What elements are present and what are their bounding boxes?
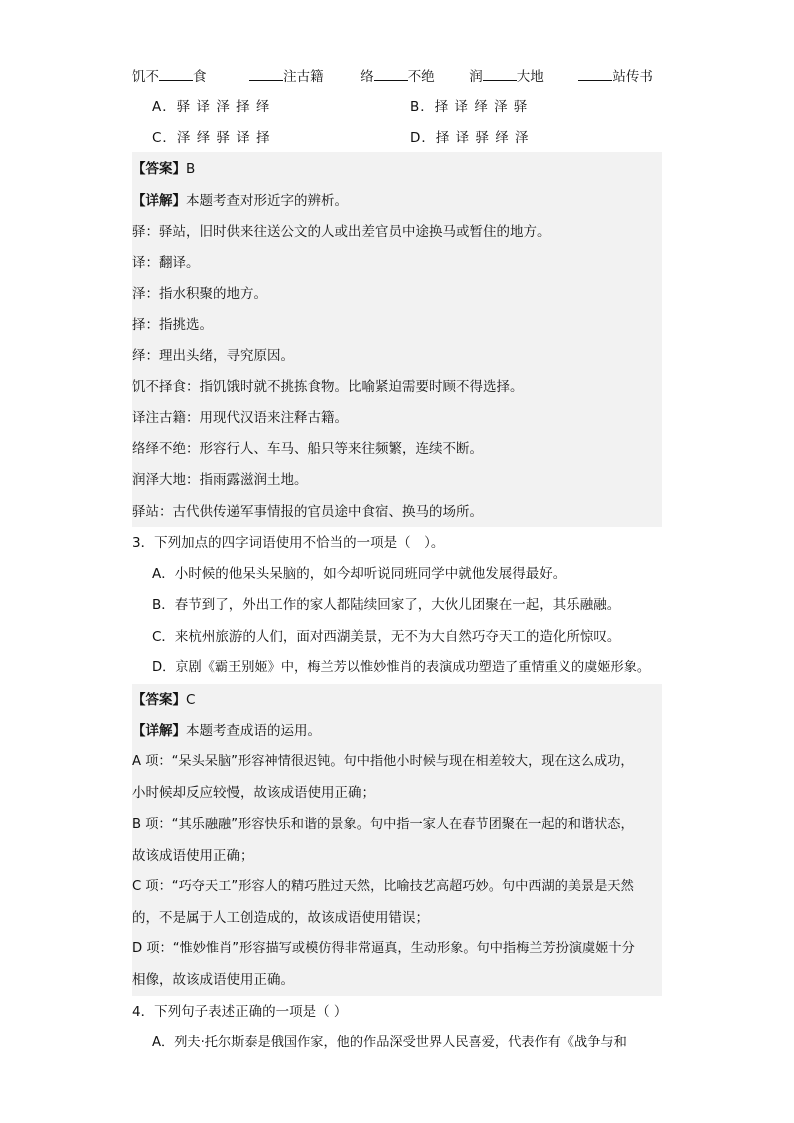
- q3-detail-line: 故该成语使用正确；: [132, 848, 254, 864]
- q4-stem: 4．下列句子表述正确的一项是（ ）: [132, 1004, 348, 1020]
- q2-detail-line: 译：翻译。: [132, 255, 200, 271]
- q3-option-c: C．来杭州旅游的人们，面对西湖美景，无不为大自然巧夺天工的造化所惊叹。: [152, 629, 621, 645]
- q2-answer: 【答案】B: [132, 161, 196, 177]
- q2-detail-line: 驿：驿站，旧时供来往送公文的人或出差官员中途换马或暂住的地方。: [132, 224, 551, 240]
- q3-detail-line: 的，不是属于人工创造成的，故该成语使用错误；: [132, 910, 429, 926]
- q3-detail-line: 小时候却反应较慢，故该成语使用正确；: [132, 785, 375, 801]
- q3-detail-line: D 项：“惟妙惟肖”形容描写或模仿得非常逼真，生动形象。句中指梅兰芳扮演虞姬十分: [132, 941, 635, 956]
- q2-item-1: 饥不 食: [132, 69, 207, 85]
- q3-detail-line: 相像，故该成语使用正确。: [132, 972, 294, 988]
- q2-item-3: 络 不绝: [360, 69, 435, 85]
- q2-stem: [132, 66, 653, 87]
- q2-detail-line: 择：指挑选。: [132, 317, 213, 333]
- q2-detail: 【详解】本题考查对形近字的辨析。: [132, 193, 348, 209]
- q2-detail-line: 润泽大地：指雨露滋润土地。: [132, 472, 308, 488]
- q2-detail-line: 络绎不绝：形容行人、车马、船只等来往频繁，连续不断。: [132, 441, 483, 457]
- q3-option-a: A．小时候的他呆头呆脑的，如今却听说同班同学中就他发展得最好。: [152, 566, 567, 582]
- q2-item-4: 润 大地: [469, 69, 544, 85]
- q3-option-b: B．春节到了，外出工作的家人都陆续回家了，大伙儿团聚在一起，其乐融融。: [152, 597, 621, 613]
- q3-answer: 【答案】C: [132, 692, 196, 708]
- q3-detail-line: B 项：“其乐融融”形容快乐和谐的景象。句中指一家人在春节团聚在一起的和谐状态，: [132, 817, 634, 832]
- q2-detail-line: 驿站：古代供传递军事情报的官员途中食宿、换马的场所。: [132, 504, 483, 520]
- q2-detail-line: 绎：理出头绪，寻究原因。: [132, 348, 294, 364]
- q4-option-a: A．列夫·托尔斯泰是俄国作家，他的作品深受世界人民喜爱，代表作有《战争与和: [152, 1035, 627, 1050]
- q2-item-5: 站传书: [578, 69, 653, 85]
- q3-detail: 【详解】本题考查成语的运用。: [132, 723, 321, 739]
- q3-detail-line: A 项：“呆头呆脑”形容神情很迟钝。句中指他小时候与现在相差较大，现在这么成功，: [132, 754, 634, 769]
- q3-option-d: D．京剧《霸王别姬》中，梅兰芳以惟妙惟肖的表演成功塑造了重情重义的虞姬形象。: [152, 660, 651, 675]
- q2-detail-line: 饥不择食：指饥饿时就不挑拣食物。比喻紧迫需要时顾不得选择。: [132, 379, 524, 395]
- q2-option-d: D．择 译 驿 绎 泽: [410, 130, 530, 146]
- q3-detail-line: C 项：“巧夺天工”形容人的精巧胜过天然，比喻技艺高超巧妙。句中西湖的美景是天然: [132, 879, 634, 894]
- q2-detail-line: 译注古籍：用现代汉语来注释古籍。: [132, 410, 348, 426]
- q3-stem: 3．下列加点的四字词语使用不恰当的一项是（ ）。: [132, 535, 445, 551]
- q2-item-2: 注古籍: [249, 69, 324, 85]
- q2-option-a: A．驿 译 泽 择 绎: [152, 99, 271, 115]
- q2-detail-line: 泽：指水积聚的地方。: [132, 286, 267, 302]
- q2-option-b: B．择 译 绎 泽 驿: [410, 99, 529, 115]
- q2-option-c: C．泽 绎 驿 译 择: [152, 130, 271, 146]
